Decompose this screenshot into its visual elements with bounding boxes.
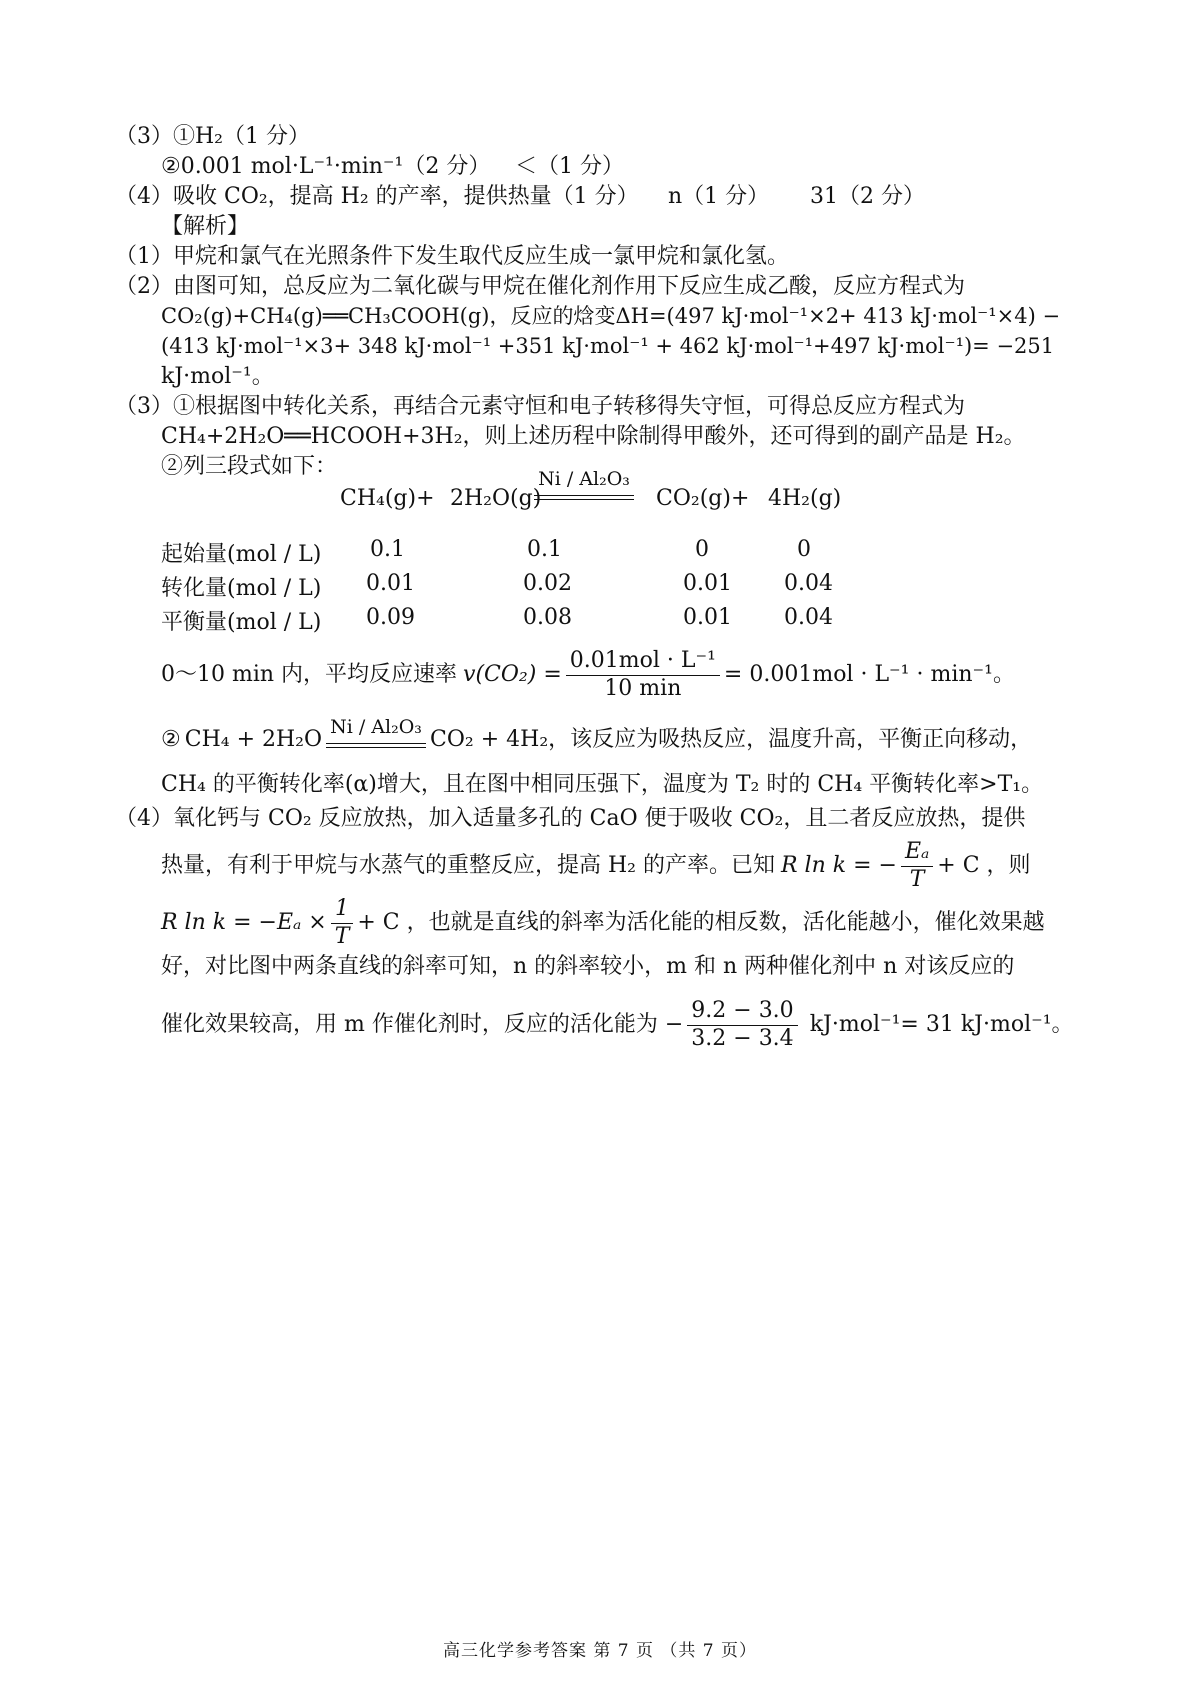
analysis-4-line1: （4）氧化钙与 CO₂ 反应放热，加入适量多孔的 CaO 便于吸收 CO₂，且二者反应放热，提供 — [115, 806, 1026, 831]
eq2-condition-label: Ni / Al₂O₃ — [330, 716, 422, 738]
analysis-4-line4: 好，对比图中两条直线的斜率可知，n 的斜率较小，m 和 n 两种催化剂中 n 对该反应的 — [161, 954, 1015, 979]
analysis-3-line1: （3）①根据图中转化关系，再结合元素守恒和电子转移得失守恒，可得总反应方程式为 — [115, 394, 965, 419]
linear-lhs: R ln k = −Eₐ × — [161, 909, 327, 935]
activation-result: kJ·mol⁻¹= 31 kJ·mol⁻¹。 — [809, 1011, 1074, 1037]
rate-result: = 0.001mol · L⁻¹ · min⁻¹。 — [723, 661, 1015, 687]
answer-4-energy: 31（2 分） — [810, 184, 925, 209]
analysis-4-line2-text: 热量，有利于甲烷与水蒸气的重整反应，提高 H₂ 的产率。已知 — [161, 852, 775, 878]
arrhenius-lhs: R ln k = − — [781, 852, 897, 878]
rate-prefix: 0～10 min 内，平均反应速率 — [161, 661, 458, 687]
eq2-right: CO₂ + 4H₂ — [430, 727, 549, 753]
analysis-3-line3: ②列三段式如下： — [161, 454, 338, 479]
rate-denominator: 10 min — [604, 675, 682, 701]
table-row-label: 起始量(mol / L) — [161, 542, 322, 567]
linear-tail: + C ，也就是直线的斜率为活化能的相反数，活化能越小，催化效果越 — [357, 909, 1045, 935]
table-cell: 0.04 — [784, 571, 833, 596]
table-cell: 0.02 — [523, 571, 572, 596]
linear-denominator: T — [334, 923, 350, 949]
analysis-2-line1: （2）由图可知，总反应为二氧化碳与甲烷在催化剂作用下反应生成乙酸，反应方程式为 — [115, 274, 965, 299]
arrhenius-denominator: T — [909, 866, 925, 892]
activation-fraction — [687, 998, 797, 1052]
analysis-4-line2 — [161, 836, 1031, 896]
table-row-label: 平衡量(mol / L) — [161, 610, 322, 635]
linear-numerator: 1 — [331, 896, 354, 923]
table-cell: 0.08 — [523, 605, 572, 630]
rate-numerator: 0.01mol · L⁻¹ — [566, 648, 720, 675]
answer-3-1: （3）①H₂（1 分） — [115, 124, 310, 149]
analysis-2-line4: kJ·mol⁻¹。 — [161, 364, 274, 389]
page-footer: 高三化学参考答案 第 7 页 （共 7 页） — [442, 1641, 758, 1661]
table-cell: 0 — [695, 537, 709, 562]
eq-arrow — [534, 495, 634, 500]
eq2-condition — [326, 716, 426, 748]
arrhenius-tail: + C ，则 — [937, 852, 1031, 878]
table-cell: 0.01 — [683, 571, 732, 596]
analysis-4-line5-text: 催化效果较高，用 m 作催化剂时，反应的活化能为 − — [161, 1011, 684, 1037]
table-cell: 0.1 — [370, 537, 405, 562]
analysis-4-line5 — [161, 990, 1074, 1060]
answer-3-2: ②0.001 mol·L⁻¹·min⁻¹（2 分） — [161, 154, 491, 179]
analysis-2-line3: (413 kJ·mol⁻¹×3+ 348 kJ·mol⁻¹ +351 kJ·mol⁻¹ + 462 kJ·mol⁻¹+497 kJ·mol⁻¹)= −251 — [161, 334, 1055, 358]
activation-denominator: 3.2 − 3.4 — [691, 1025, 794, 1051]
arrhenius-numerator: Eₐ — [901, 839, 933, 866]
table-cell: 0 — [797, 537, 811, 562]
answer-4: （4）吸收 CO₂，提高 H₂ 的产率，提供热量（1 分） — [115, 184, 639, 209]
table-cell: 0.01 — [366, 571, 415, 596]
table-row-label: 转化量(mol / L) — [161, 576, 322, 601]
eq-species-co2: CO₂(g)+ — [656, 486, 750, 511]
analysis-2-line2: CO₂(g)+CH₄(g)══CH₃COOH(g)，反应的焓变ΔH=(497 kJ·mol⁻¹×2+ 413 kJ·mol⁻¹×4) − — [161, 304, 1061, 328]
table-cell: 0.01 — [683, 605, 732, 630]
answer-3-2-compare: ＜（1 分） — [515, 154, 624, 179]
rate-fraction — [566, 648, 720, 702]
answer-4-catalyst: n（1 分） — [668, 184, 770, 209]
eq-condition-label: Ni / Al₂O₃ — [538, 468, 630, 490]
eq2-tail: ，该反应为吸热反应，温度升高，平衡正向移动， — [548, 727, 1033, 753]
analysis-4-line3 — [161, 893, 1045, 953]
eq-species-h2: 4H₂(g) — [768, 486, 842, 511]
activation-numerator: 9.2 − 3.0 — [687, 998, 797, 1025]
table-cell: 0.09 — [366, 605, 415, 630]
table-cell: 0.04 — [784, 605, 833, 630]
eq2-arrow — [326, 743, 426, 748]
analysis-label: 【解析】 — [161, 214, 250, 239]
eq2-left: CH₄ + 2H₂O — [184, 727, 323, 753]
analysis-3-line2: CH₄+2H₂O══HCOOH+3H₂，则上述历程中除制得甲酸外，还可得到的副产品是 H₂。 — [161, 424, 1026, 449]
rate-v: v(CO₂) = — [463, 661, 562, 687]
analysis-3b-line2: CH₄ 的平衡转化率(α)增大，且在图中相同压强下，温度为 T₂ 时的 CH₄ 平衡转化率>T₁。 — [161, 772, 1044, 797]
eq-condition — [534, 468, 634, 500]
linear-fraction — [331, 896, 354, 950]
arrhenius-fraction — [901, 839, 933, 893]
circle-2: ② — [161, 727, 181, 753]
analysis-1: （1）甲烷和氯气在光照条件下发生取代反应生成一氯甲烷和氯化氢。 — [115, 244, 789, 269]
table-cell: 0.1 — [527, 537, 562, 562]
eq-species-h2o: 2H₂O(g) — [450, 486, 542, 511]
rate-line — [161, 640, 1015, 710]
eq-species-ch4: CH₄(g)+ — [340, 486, 435, 511]
analysis-3b-line1 — [161, 716, 1033, 754]
